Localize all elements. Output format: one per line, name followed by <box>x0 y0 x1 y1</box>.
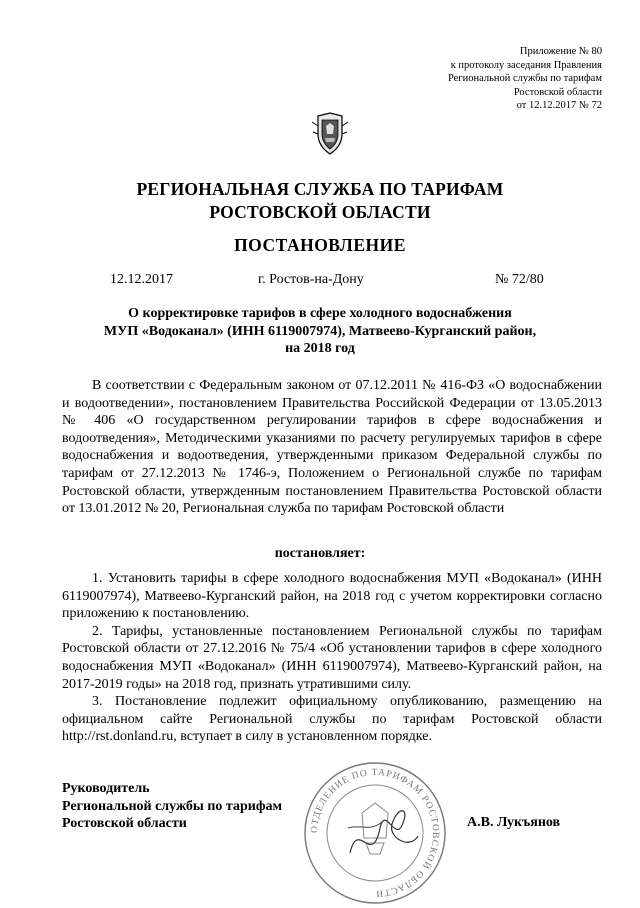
signatory-name: А.В. Лукъянов <box>467 815 561 830</box>
subject-line: МУП «Водоканал» (ИНН 6119007974), Матвеево-Курганский район, <box>103 323 537 339</box>
appendix-line: Приложение № 80 <box>519 46 602 57</box>
seal-text: ОТДЕЛЕНИЕ ПО ТАРИФАМ РОСТОВСКОЙ ОБЛАСТИ <box>309 767 441 899</box>
signature-scribble <box>350 811 418 853</box>
org-line: РОСТОВСКОЙ ОБЛАСТИ <box>209 202 431 222</box>
coat-of-arms-icon <box>310 112 350 156</box>
appendix-line: к протоколу заседания Правления <box>450 59 602 71</box>
official-seal <box>300 758 450 908</box>
document-type: ПОСТАНОВЛЕНИЕ <box>234 235 406 255</box>
signatory-title-line: Региональной службы по тарифам <box>62 798 283 814</box>
org-line: РЕГИОНАЛЬНАЯ СЛУЖБА ПО ТАРИФАМ <box>136 179 504 199</box>
subject-line: на 2018 год <box>285 341 355 356</box>
document-number: № 72/80 <box>495 272 544 287</box>
document-date: 12.12.2017 <box>110 272 173 287</box>
resolution-item: 2. Тарифы, установленные постановлением Региональной службы по тарифам Ростовской области от 27.12.2016 № 75/4 «Об установлении тарифов в сфере холодного водоснабжения МУП «Водоканал» (ИНН 6119007974), Матвеево-Курганский район, на 2017-2019 годы» на 2018 год, признать утратившими силу. <box>62 623 602 692</box>
signatory-title <box>62 780 282 833</box>
organization-name <box>0 178 640 224</box>
svg-text:ОТДЕЛЕНИЕ ПО ТАРИФАМ РОСТОВСКО <box>310 768 440 898</box>
preamble-paragraph: В соответствии с Федеральным законом от 07.12.2011 № 416-ФЗ «О водоснабжении и водоотведении», постановлением Правительства Российской Федерации от 13.05.2013 № 406 «О государственном регулировании тарифов в сфере водоснабжения и водоотведения», Методическими указаниями по расчету регулируемых тарифов в сфере водоснабжения и водоотведения, утвержденными приказом Федеральной службы по тарифам от 27.12.2013 № 1746-э, Положением о Региональной службе по тарифам Ростовской области, утвержденным постановлением Правительства Ростовской области от 13.01.2012 № 20, Региональная служба по тарифам Ростовской области <box>62 378 602 517</box>
document-subject <box>60 305 580 358</box>
appendix-line: Ростовской области <box>513 86 602 98</box>
subject-line: О корректировке тарифов в сфере холодного водоснабжения <box>128 306 512 321</box>
resolution-items <box>62 570 602 746</box>
resolution-item: 1. Установить тарифы в сфере холодного водоснабжения МУП «Водоканал» (ИНН 6119007974), Матвеево-Курганский район, на 2018 год с учетом корректировки согласно приложению к постановлению. <box>62 571 602 622</box>
signatory-title-line: Ростовской области <box>62 816 187 832</box>
appendix-note <box>448 45 602 113</box>
resolution-item: 3. Постановление подлежит официальному опубликованию, размещению на официальном сайте Региональной службы по тарифам Ростовской области http://rst.donland.ru, вступает в силу в установленном порядке. <box>62 694 602 745</box>
appendix-line: Региональной службы по тарифам <box>447 73 602 84</box>
signatory-title-line: Руководитель <box>62 781 150 796</box>
document-city: г. Ростов-на-Дону <box>258 272 364 287</box>
preamble-block <box>62 377 602 518</box>
resolves-heading: постановляет: <box>274 546 366 561</box>
appendix-line: от 12.12.2017 № 72 <box>516 100 602 111</box>
